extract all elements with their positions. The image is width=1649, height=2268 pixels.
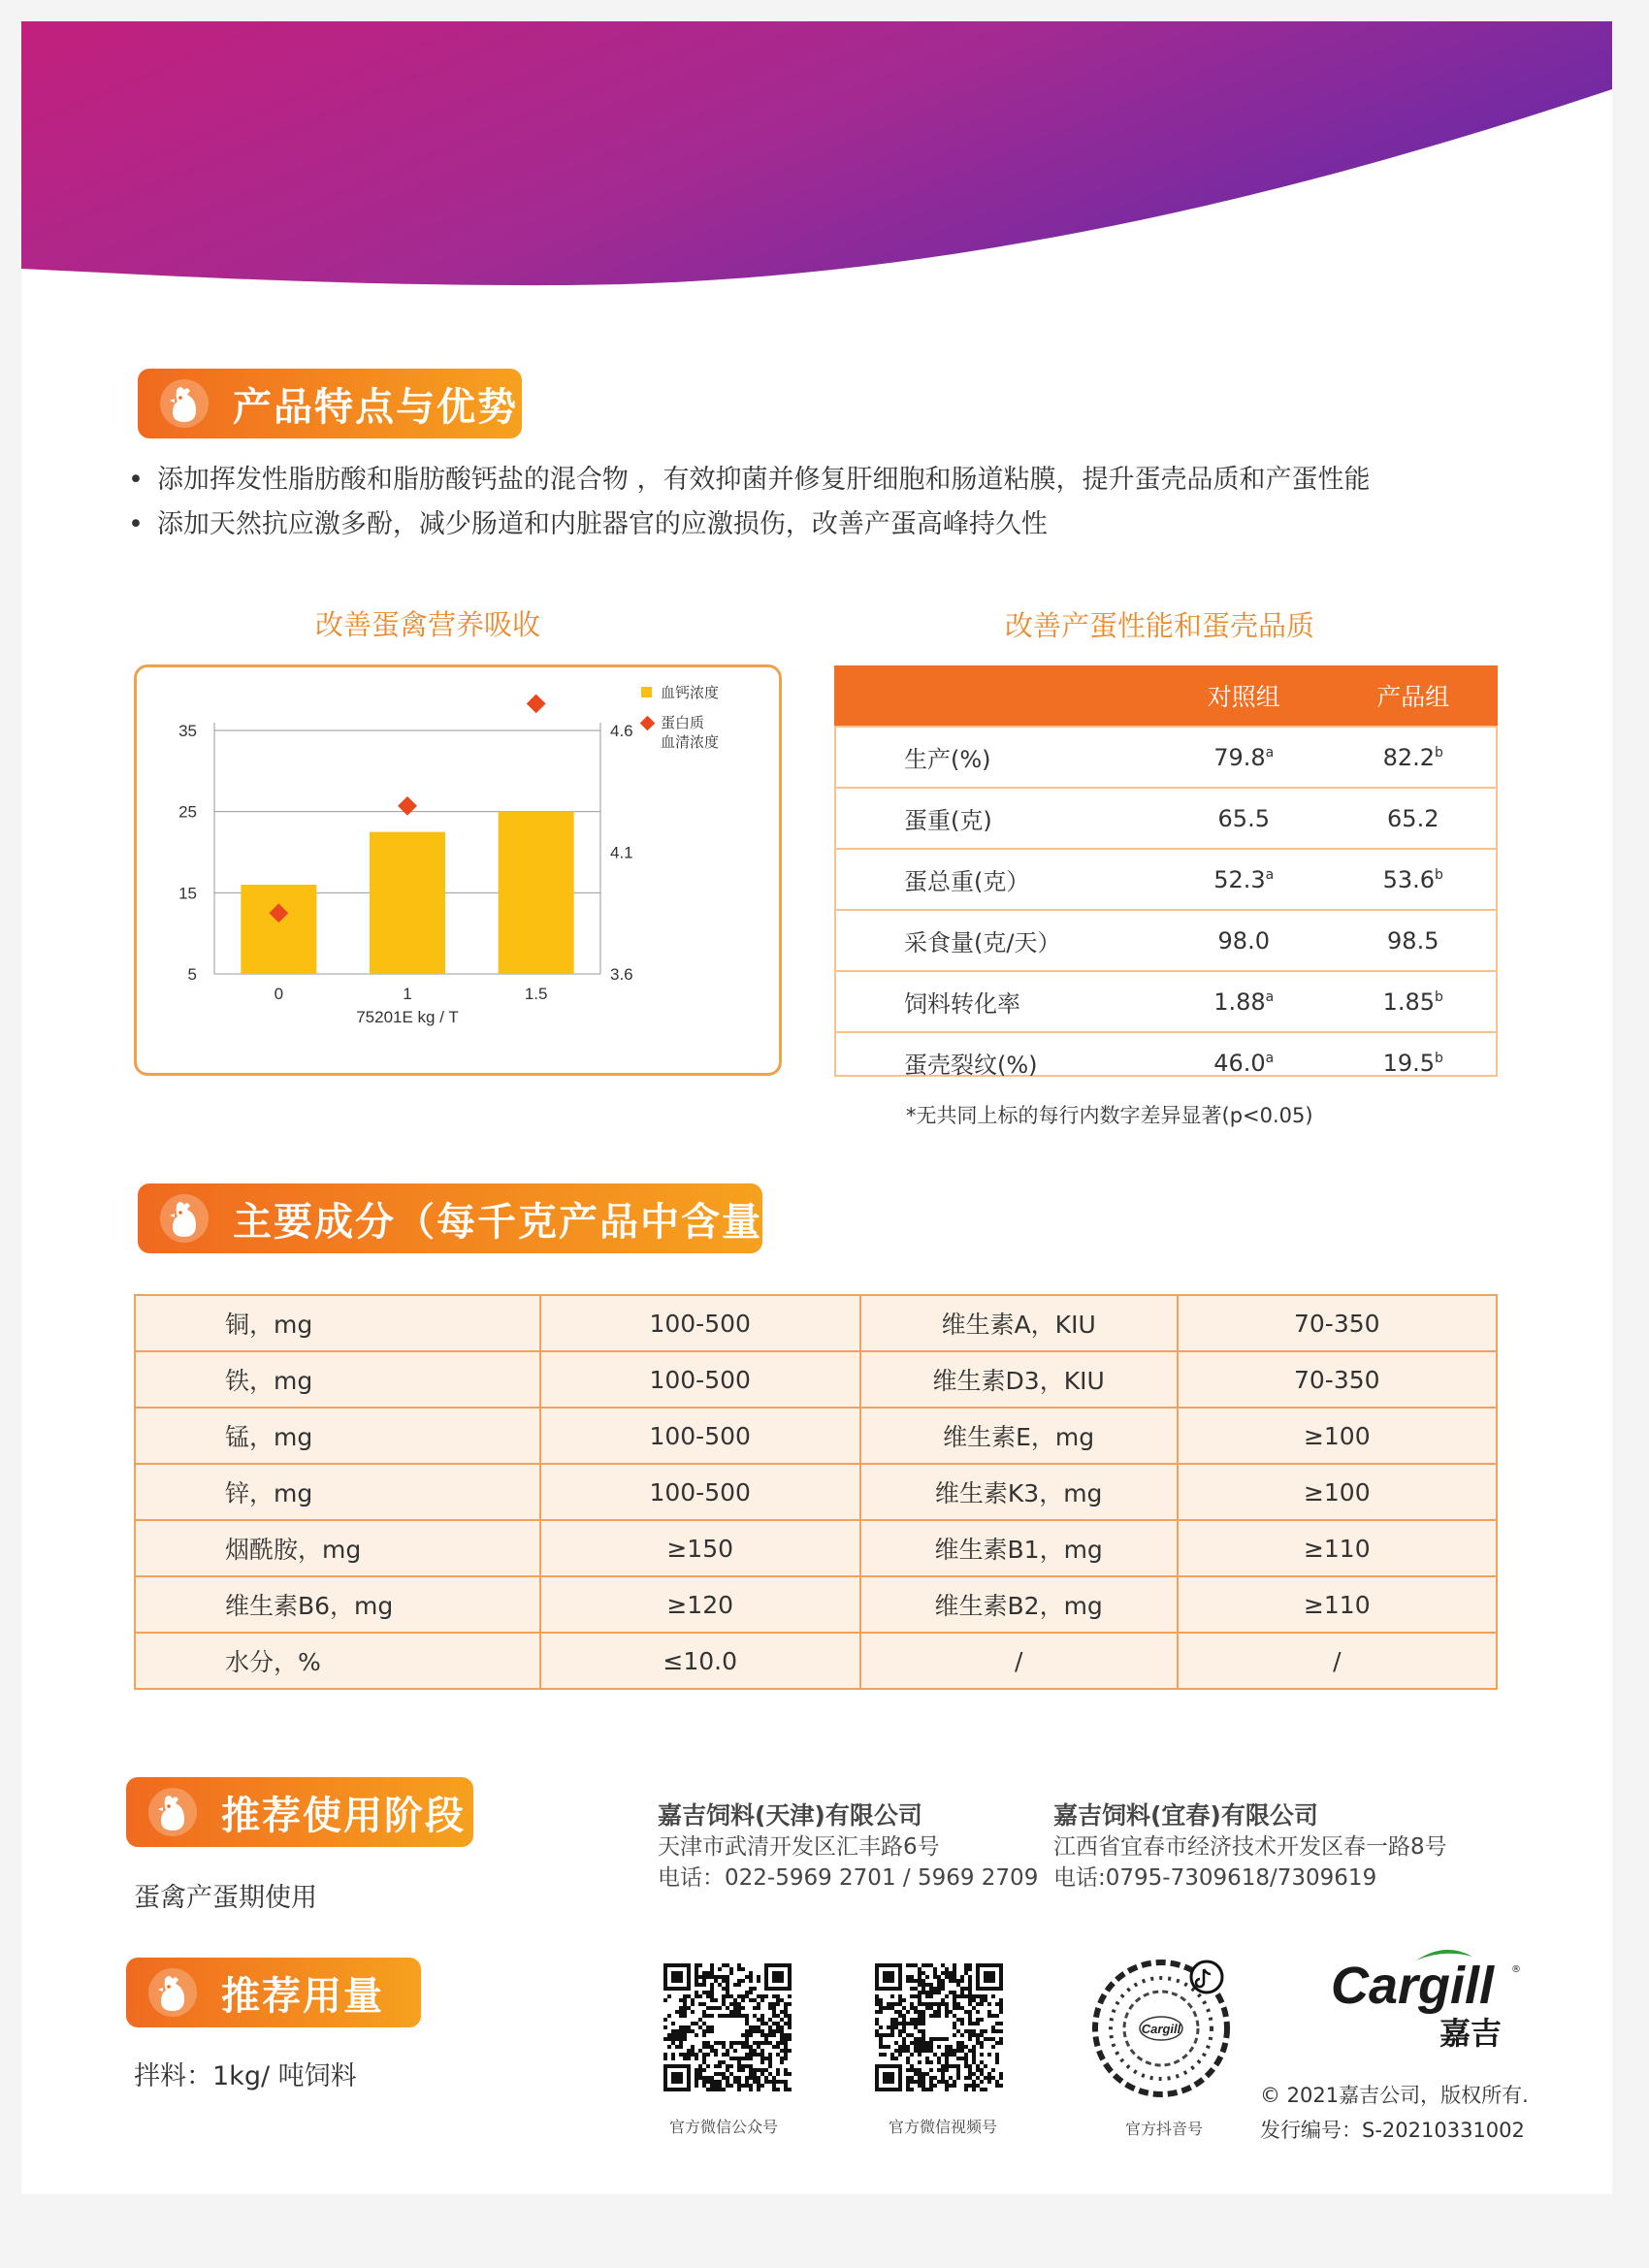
value-text: 1.85 <box>1382 988 1436 1016</box>
section-title-composition <box>138 1183 803 1253</box>
row-label: 生产(%) <box>834 727 1159 788</box>
ingredient-amount: ≥120 <box>540 1576 860 1633</box>
ingredient-name: 维生素B1，mg <box>860 1520 1178 1576</box>
table-header-cell: 产品组 <box>1329 665 1499 727</box>
bar-calcium <box>241 885 316 974</box>
svg-text:嘉吉: 嘉吉 <box>1439 2015 1503 2052</box>
table-header-row <box>834 665 1498 727</box>
ingredient-name: 烟酰胺，mg <box>135 1520 540 1576</box>
ingredient-name: 铁，mg <box>135 1351 540 1408</box>
right-tick-label: 4.6 <box>610 722 633 740</box>
value-text: 19.5 <box>1382 1049 1436 1077</box>
table-row <box>135 1295 1497 1351</box>
x-tick-label: 0 <box>274 985 284 1003</box>
feature-item: • 添加挥发性脂肪酸和脂肪酸钙盐的混合物 ，有效抑菌并修复肝细胞和肠道粘膜，提升蛋壳品质和产蛋性能 <box>128 458 1371 502</box>
significance-mark: a <box>1265 744 1275 761</box>
marker-protein <box>398 796 417 816</box>
table-row <box>834 971 1498 1032</box>
section-title-text: 产品特点与优势 <box>233 384 518 430</box>
table-row <box>135 1520 1497 1576</box>
company-address: 天津市武清开发区汇丰路6号 <box>658 1834 940 1860</box>
company-phone: 电话：022-5969 2701 / 5969 2709 <box>658 1865 1039 1891</box>
legend-label: 血钙浓度 <box>661 684 720 701</box>
performance-table <box>834 665 1498 1092</box>
row-label: 蛋总重(克） <box>834 849 1159 910</box>
legend-swatch-protein <box>640 716 656 731</box>
ingredient-name: 维生素K3，mg <box>860 1464 1178 1520</box>
left-tick-label: 15 <box>178 884 197 903</box>
composition-table <box>134 1294 1498 1690</box>
marker-protein <box>527 694 546 713</box>
significance-mark: b <box>1435 1050 1443 1066</box>
right-tick-label: 3.6 <box>610 965 633 984</box>
douyin-code[interactable] <box>1090 1958 1232 2099</box>
cargill-logo <box>1331 1947 1525 2054</box>
value-cell <box>1159 1032 1329 1092</box>
value-cell <box>1159 910 1329 971</box>
ingredient-amount: ≥110 <box>1178 1520 1497 1576</box>
value-text: 65.5 <box>1217 804 1270 832</box>
usage-stage-text: 蛋禽产蛋期使用 <box>134 1883 317 1913</box>
company-tianjin <box>658 1800 1038 1894</box>
ingredient-name: 维生素E，mg <box>860 1408 1178 1464</box>
value-text: 53.6 <box>1382 865 1436 893</box>
value-cell <box>1159 788 1329 849</box>
ingredient-name: 维生素A，KIU <box>860 1295 1178 1351</box>
feature-item: • 添加天然抗应激多酚，减少肠道和内脏器官的应激损伤，改善产蛋高峰持久性 <box>128 502 1371 547</box>
ingredient-amount: 100-500 <box>540 1295 860 1351</box>
footnote: *无共同上标的每行内数字差异显著(p<0.05) <box>906 1104 1313 1127</box>
ingredient-amount: 100-500 <box>540 1351 860 1408</box>
legend-swatch-calcium <box>641 687 652 697</box>
significance-mark: a <box>1265 988 1275 1005</box>
table-row <box>834 727 1498 788</box>
section-title-text: 推荐用量 <box>221 1973 384 2019</box>
table-row <box>135 1576 1497 1633</box>
value-cell <box>1159 727 1329 788</box>
section-title-features <box>138 369 522 438</box>
ingredient-amount: 100-500 <box>540 1464 860 1520</box>
header-banner <box>21 21 1612 312</box>
left-tick-label: 5 <box>187 965 197 984</box>
significance-mark: a <box>1265 1050 1275 1066</box>
chicken-icon <box>159 378 210 429</box>
value-text: 98.5 <box>1387 926 1439 955</box>
section-title-text: 主要成分（每千克产品中含量） <box>233 1199 803 1245</box>
value-cell <box>1329 910 1499 971</box>
svg-text:Cargill: Cargill <box>1331 1957 1495 2015</box>
value-text: 65.2 <box>1387 804 1439 832</box>
chart-heading: 改善蛋禽营养吸收 <box>315 608 541 641</box>
qr-caption: 官方抖音号 <box>1125 2120 1204 2138</box>
ingredient-name: 维生素B2，mg <box>860 1576 1178 1633</box>
value-text: 82.2 <box>1382 743 1436 771</box>
value-cell <box>1159 849 1329 910</box>
svg-text:®: ® <box>1511 1964 1521 1975</box>
chicken-icon <box>159 1193 210 1244</box>
value-cell <box>1159 971 1329 1032</box>
ingredient-name: 水分，% <box>135 1633 540 1689</box>
company-name: 嘉吉饲料(天津)有限公司 <box>658 1801 922 1830</box>
chicken-icon <box>147 1787 198 1837</box>
value-text: 98.0 <box>1217 926 1270 955</box>
value-text: 1.88 <box>1213 988 1266 1016</box>
table-row <box>135 1408 1497 1464</box>
ingredient-amount: ≥110 <box>1178 1576 1497 1633</box>
ingredient-amount: ≥100 <box>1178 1408 1497 1464</box>
ingredient-amount: / <box>1178 1633 1497 1689</box>
value-cell <box>1329 727 1499 788</box>
chicken-icon <box>147 1967 198 2018</box>
qr-caption: 官方微信视频号 <box>889 2118 998 2136</box>
table-header-cell <box>834 665 1159 727</box>
legend-label: 蛋白质 <box>661 714 705 731</box>
significance-mark: b <box>1435 988 1443 1005</box>
copyright: © 2021嘉吉公司，版权所有. <box>1260 2084 1529 2107</box>
left-tick-label: 25 <box>178 802 197 822</box>
section-title-usage-stage <box>126 1777 473 1847</box>
qr-caption: 官方微信公众号 <box>669 2118 779 2136</box>
value-cell <box>1329 1032 1499 1092</box>
ingredient-name: 锌，mg <box>135 1464 540 1520</box>
qr-code-wechat-channel[interactable] <box>875 1963 1003 2091</box>
ingredient-name: 维生素B6，mg <box>135 1576 540 1633</box>
legend-label: 血清浓度 <box>661 733 720 751</box>
x-tick-label: 1.5 <box>524 985 548 1003</box>
company-phone: 电话:0795-7309618/7309619 <box>1053 1865 1377 1891</box>
left-tick-label: 35 <box>178 722 197 740</box>
feature-list <box>128 458 1371 547</box>
row-label: 饲料转化率 <box>834 971 1159 1032</box>
qr-code-wechat-account[interactable] <box>663 1963 792 2091</box>
row-label: 蛋重(克) <box>834 788 1159 849</box>
dosage-text: 拌料：1kg/ 吨饲料 <box>134 2061 357 2091</box>
ingredient-name: 锰，mg <box>135 1408 540 1464</box>
right-tick-label: 4.1 <box>610 843 633 862</box>
x-tick-label: 1 <box>403 985 412 1003</box>
section-title-text: 推荐使用阶段 <box>221 1793 466 1838</box>
copyright-block <box>1260 2078 1529 2148</box>
ingredient-amount: 70-350 <box>1178 1295 1497 1351</box>
table-row <box>834 1032 1498 1092</box>
ingredient-amount: 100-500 <box>540 1408 860 1464</box>
nutrition-chart <box>137 667 779 1073</box>
svg-text:Cargill: Cargill <box>1141 2022 1181 2036</box>
company-yichun <box>1053 1800 1447 1894</box>
ingredient-amount: ≥100 <box>1178 1464 1497 1520</box>
ingredient-amount: ≤10.0 <box>540 1633 860 1689</box>
table-row <box>834 849 1498 910</box>
x-axis-label: 75201E kg / T <box>356 1008 459 1026</box>
bar-calcium <box>499 812 574 974</box>
bar-calcium <box>370 832 445 974</box>
row-label: 采食量(克/天） <box>834 910 1159 971</box>
significance-mark: b <box>1435 866 1443 883</box>
table-row <box>135 1633 1497 1689</box>
section-title-dosage <box>126 1958 421 2027</box>
table-header-cell: 对照组 <box>1159 665 1329 727</box>
ingredient-amount: 70-350 <box>1178 1351 1497 1408</box>
value-cell <box>1329 971 1499 1032</box>
value-text: 79.8 <box>1213 743 1266 771</box>
value-cell <box>1329 788 1499 849</box>
ingredient-name: / <box>860 1633 1178 1689</box>
brochure-page <box>21 21 1612 2194</box>
table-heading: 改善产蛋性能和蛋壳品质 <box>1005 609 1315 642</box>
doc-number: 发行编号：S-20210331002 <box>1260 2119 1525 2142</box>
table-row <box>834 910 1498 971</box>
table-row <box>135 1464 1497 1520</box>
row-label: 蛋壳裂纹(%) <box>834 1032 1159 1092</box>
value-cell <box>1329 849 1499 910</box>
significance-mark: a <box>1265 866 1275 883</box>
company-name: 嘉吉饲料(宜春)有限公司 <box>1053 1801 1318 1830</box>
value-text: 52.3 <box>1213 865 1266 893</box>
table-row <box>135 1351 1497 1408</box>
ingredient-name: 维生素D3，KIU <box>860 1351 1178 1408</box>
ingredient-name: 铜，mg <box>135 1295 540 1351</box>
company-address: 江西省宜春市经济技术开发区春一路8号 <box>1053 1834 1447 1860</box>
table-row <box>834 788 1498 849</box>
chart-panel <box>134 664 782 1076</box>
value-text: 46.0 <box>1213 1049 1266 1077</box>
significance-mark: b <box>1435 744 1443 761</box>
ingredient-amount: ≥150 <box>540 1520 860 1576</box>
